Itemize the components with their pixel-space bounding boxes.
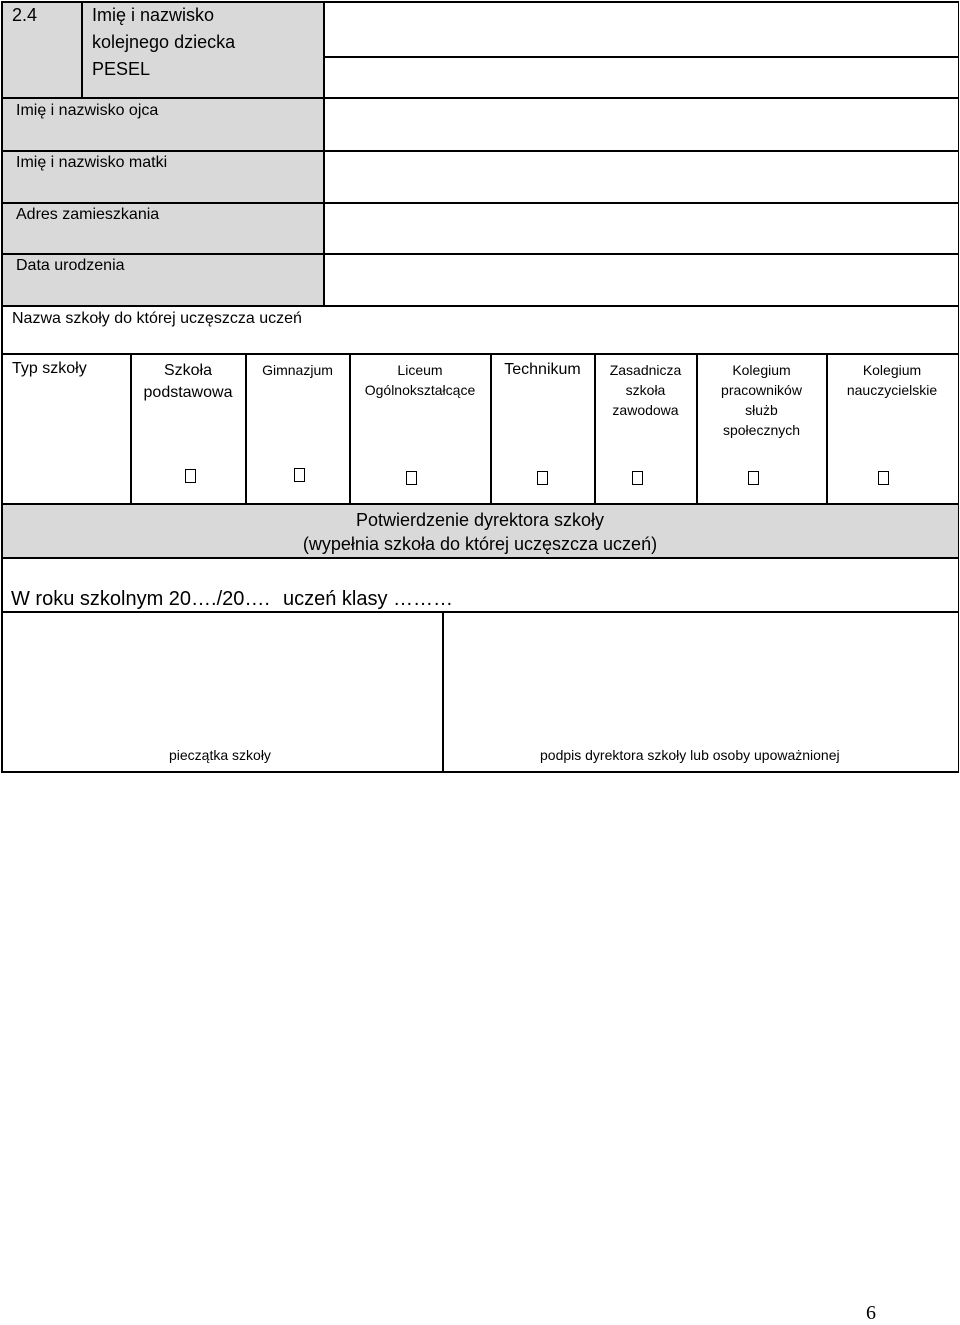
- rule: [1, 353, 959, 355]
- stamp-area[interactable]: [2, 613, 443, 743]
- rule: [1, 305, 959, 307]
- rule: [1, 253, 959, 255]
- class-text: uczeń klasy ………: [283, 588, 454, 610]
- rule: [442, 612, 444, 772]
- child-name-label-line1: Imię i nazwisko: [92, 5, 215, 25]
- father-name-label: Imię i nazwisko ojca: [16, 102, 159, 119]
- option-gymnasium-label: Gimnazjum: [262, 362, 333, 378]
- checkbox-vocational-school[interactable]: [632, 471, 643, 485]
- option-primary-school-label: Szkoła podstawowa: [143, 362, 233, 401]
- mother-name-label: Imię i nazwisko matki: [16, 154, 168, 171]
- rule: [1, 503, 959, 505]
- rule: [1, 1, 959, 3]
- rule: [323, 1, 325, 307]
- father-name-input[interactable]: [325, 98, 958, 151]
- option-high-school-label: Liceum Ogólnokształcące: [364, 362, 476, 398]
- option-social-workers-college-label: Kolegium pracowników służb społecznych: [721, 362, 802, 438]
- checkbox-teachers-college[interactable]: [878, 471, 889, 485]
- rule: [1, 150, 959, 152]
- checkbox-high-school[interactable]: [406, 471, 417, 485]
- address-input[interactable]: [325, 203, 958, 254]
- checkbox-social-workers-college[interactable]: [748, 471, 759, 485]
- rule: [1, 97, 959, 99]
- checkbox-technical-school[interactable]: [537, 471, 548, 485]
- option-technical-school-label: Technikum: [504, 361, 581, 378]
- page-number: 6: [866, 1302, 876, 1324]
- rule: [1, 557, 959, 559]
- confirmation-title: Potwierdzenie dyrektora szkoły (wypełnia szkoła do której uczęszcza uczeń): [302, 510, 658, 554]
- option-vocational-school-label: Zasadnicza szkoła zawodowa: [609, 362, 682, 418]
- school-year-text: W roku szkolnym 20…./20….: [11, 588, 270, 610]
- school-name-label: Nazwa szkoły do której uczęszcza uczeń: [12, 310, 302, 327]
- rule: [324, 56, 959, 58]
- pesel-input[interactable]: [325, 57, 958, 98]
- school-type-label: Typ szkoły: [12, 360, 87, 377]
- checkbox-primary-school[interactable]: [185, 469, 196, 483]
- address-label: Adres zamieszkania: [16, 206, 160, 223]
- child-name-label-line2: kolejnego dziecka: [92, 32, 236, 52]
- child-number: 2.4: [12, 5, 38, 25]
- child-name-input[interactable]: [325, 2, 958, 57]
- pesel-label: PESEL: [92, 59, 151, 79]
- birth-date-label: Data urodzenia: [16, 257, 125, 274]
- mother-name-input[interactable]: [325, 151, 958, 203]
- rule: [958, 1, 960, 772]
- checkbox-gymnasium[interactable]: [294, 468, 305, 482]
- rule: [1, 611, 959, 613]
- rule: [1, 1, 3, 772]
- signature-area[interactable]: [443, 613, 958, 743]
- option-teachers-college-label: Kolegium nauczycielskie: [846, 362, 938, 398]
- stamp-label: pieczątka szkoły: [169, 747, 271, 763]
- rule: [81, 1, 83, 98]
- rule: [1, 771, 959, 773]
- signature-label: podpis dyrektora szkoły lub osoby upoważnionej: [540, 747, 840, 763]
- birth-date-input[interactable]: [325, 254, 958, 306]
- school-name-input[interactable]: [325, 306, 958, 354]
- rule: [1, 202, 959, 204]
